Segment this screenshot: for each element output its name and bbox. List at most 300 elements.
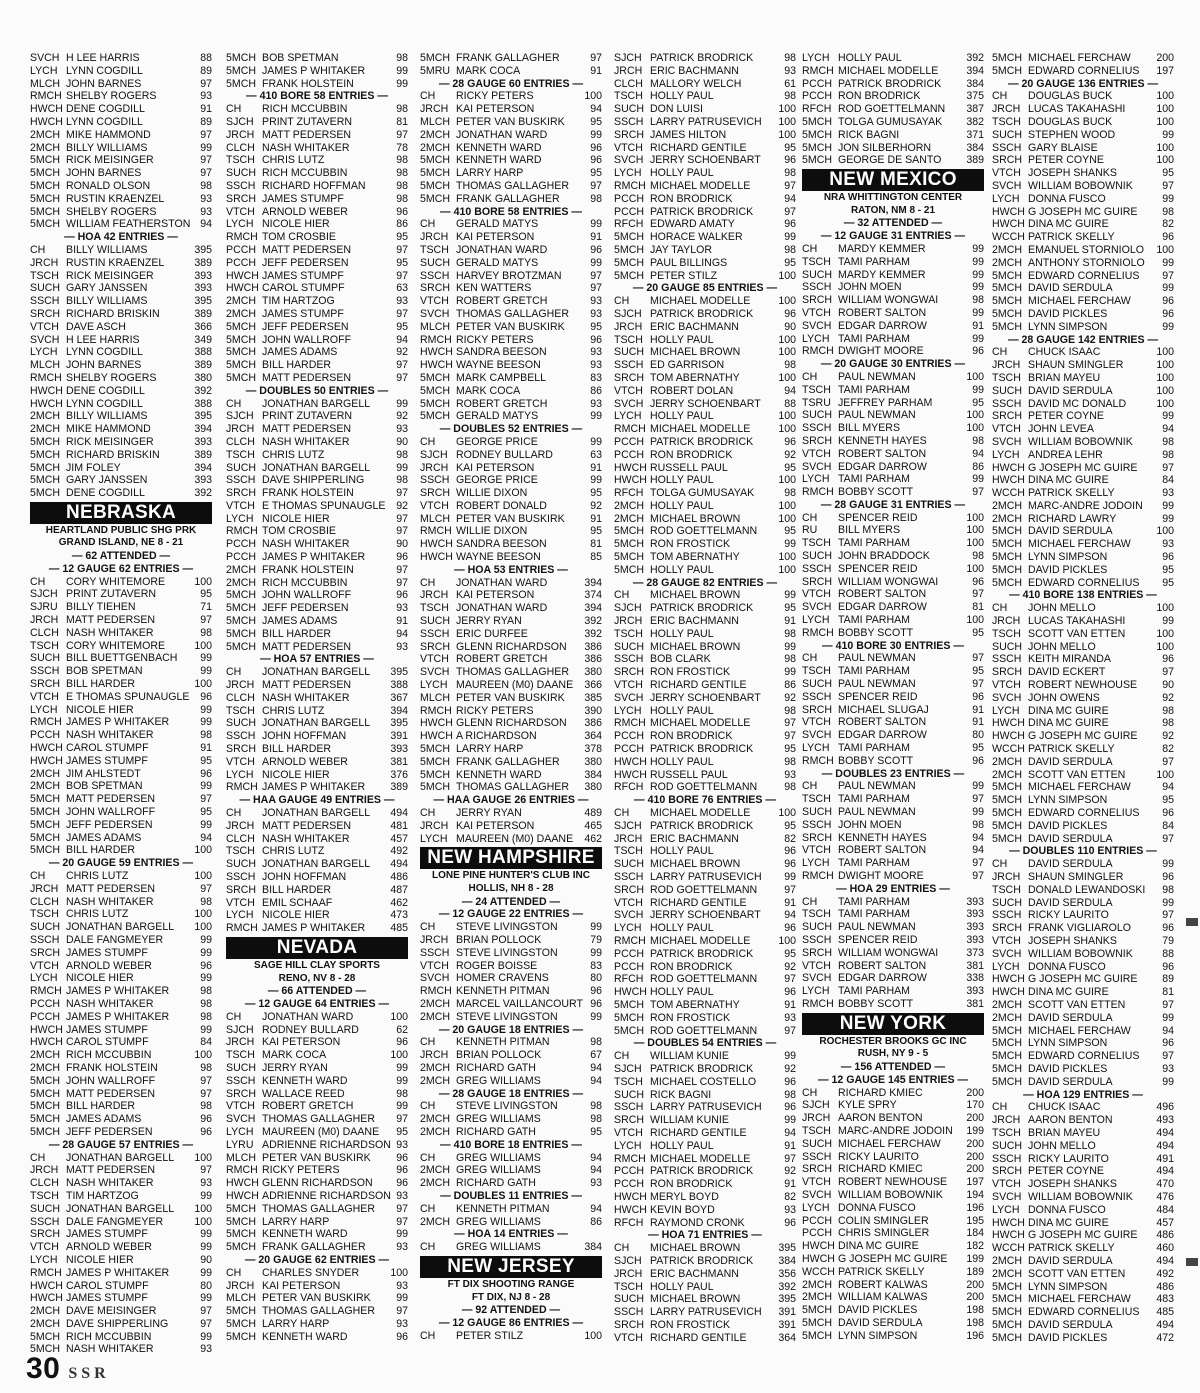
class-code: 5MCH [992,1037,1023,1050]
result-row [226,218,408,231]
shooter-name: DAVID SERDULA [1028,525,1113,538]
shooter-name: HOLLY PAUL [650,410,714,423]
shooter-name: SANDRA BEESON [456,538,547,551]
shooter-name: THOMAS GALLAGHER [456,781,570,794]
shooter-name: JERRY SCHOENBART [650,909,761,922]
score: 96 [784,218,796,231]
result-row [30,576,212,589]
score: 381 [390,755,408,768]
shooter-name: JAMES STUMPF [262,192,344,205]
class-code: SRCH [802,1163,833,1176]
shooter-name: RICH MCCUBBIN [262,576,348,589]
shooter-name: RICK BAGNI [838,128,900,141]
class-code: CLCH [30,1177,59,1190]
result-row [802,1112,984,1125]
score: 80 [590,972,602,985]
score: 97 [200,614,212,627]
class-code: 2MCH [614,512,645,525]
result-row [226,295,408,308]
shooter-name: FRANK GALLAGHER [262,1241,366,1254]
score: 100 [1156,115,1174,128]
shooter-name: EMIL SCHAAF [262,896,333,909]
shooter-name: ARNOLD WEBER [66,959,152,972]
score: 95 [396,231,408,244]
score: 95 [784,947,796,960]
class-code: CH [420,1241,436,1254]
result-row [226,897,408,910]
shooter-name: MICHAEL MODELLE [650,423,751,436]
event-heading: — 410 BORE 58 ENTRIES — [246,90,388,103]
class-code: CH [614,807,630,820]
result-row [226,1152,408,1165]
score: 200 [966,1278,984,1291]
class-code: LYCH [802,473,830,486]
result-row [992,756,1174,769]
shooter-name: BILL HARDER [66,678,136,691]
event-heading: — 410 BORE 76 ENTRIES — [634,794,776,807]
shooter-name: BOBBY SCOTT [838,626,914,639]
class-code: HWCH [992,717,1025,730]
score: 95 [972,742,984,755]
class-code: SVCH [614,154,644,167]
score: 94 [590,1202,602,1215]
result-row [992,922,1174,935]
result-row [802,1330,984,1343]
event-heading: — 28 GAUGE 57 ENTRIES — [48,1138,194,1151]
class-code: JRCH [30,882,59,895]
score: 393 [194,474,212,487]
class-code: SVCH [992,947,1022,960]
shooter-name: DAVID SERDULA [1028,755,1113,768]
result-row [30,985,212,998]
score: 371 [966,128,984,141]
shooter-name: RICH MCCUBBIN [262,167,348,180]
result-row [420,1241,602,1254]
class-code: RMCH [802,64,834,77]
result-row [420,615,602,628]
shooter-name: EDWARD CORNELIUS [1028,1306,1140,1319]
score: 98 [200,1100,212,1113]
shooter-name: LARRY PATRUSEVICH [650,1101,762,1114]
result-row [614,154,796,167]
score: 99 [590,128,602,141]
class-code: VTCH [614,1126,643,1139]
result-row [226,78,408,91]
result-row [802,1266,984,1279]
shooter-name: RICKY LAURITO [1028,909,1109,922]
class-code: 5MCH [614,243,645,256]
result-row [992,551,1174,564]
result-row [802,448,984,461]
result-row [30,206,212,219]
class-code: RMCH [30,371,62,384]
class-code: 5MCH [226,371,257,384]
result-row [802,896,984,909]
result-row [226,730,408,743]
class-code: CH [992,1101,1008,1114]
result-row [420,1152,602,1165]
class-code: SSCH [614,653,644,666]
result-row [614,474,796,487]
score: 96 [784,1075,796,1088]
event-heading: — HAA GAUGE 49 ENTRIES — [239,794,395,807]
class-code: RFCH [802,103,832,116]
class-code: 5MCH [992,781,1023,794]
class-code: HWCH [30,742,63,755]
score: 97 [396,1202,408,1215]
shooter-name: GREG WILLIAMS [456,1074,541,1087]
shooter-name: JOHN MOEN [838,281,902,294]
result-row [992,1037,1174,1050]
class-code: SRCH [802,946,833,959]
shooter-name: SANDRA BEESON [456,346,547,359]
event-heading: — 12 GAUGE 86 ENTRIES — [438,1316,584,1329]
score: 100 [1156,141,1174,154]
shooter-name: FRANK HOLSTEIN [262,563,354,576]
result-row [420,730,602,743]
result-row [802,601,984,614]
class-code: SRCH [226,192,257,205]
shooter-name: BRIAN POLLOCK [456,933,542,946]
score: 95 [784,602,796,615]
shooter-name: MATT PEDERSEN [262,243,352,256]
shooter-name: BILLY TIEHEN [66,601,136,614]
class-code: SVCH [614,691,644,704]
result-row [992,820,1174,833]
result-row [226,577,408,590]
class-code: CH [226,666,242,679]
result-row [30,870,212,883]
score: 93 [396,602,408,615]
score: 389 [194,256,212,269]
result-row [992,1153,1174,1166]
score: 94 [784,384,796,397]
class-code: 2MCH [420,1177,451,1190]
class-code: 5MCH [992,1075,1023,1088]
score: 394 [194,423,212,436]
score: 99 [200,716,212,729]
result-row [420,257,602,270]
result-row [420,154,602,167]
result-row [614,65,796,78]
shooter-name: JONATHAN WARD [456,576,548,589]
class-code: 5MCH [30,818,61,831]
class-code: RMCH [226,922,258,935]
class-code: 5MCH [420,371,451,384]
result-row [802,704,984,717]
result-row [30,1331,212,1344]
score: 95 [590,320,602,333]
result-row [420,934,602,947]
shooter-name: WILLIAM KUNIE [650,1114,729,1127]
magazine-name: SSR [68,1365,110,1382]
score: 384 [584,768,602,781]
class-code: SJCH [226,1023,254,1036]
class-code: SUCH [802,678,833,691]
score: 92 [396,410,408,423]
shooter-name: MALLORY WELCH [650,77,742,90]
class-code: VTCH [992,679,1021,692]
score: 95 [200,806,212,819]
class-code: JRCH [802,1112,831,1125]
score: 85 [590,551,602,564]
result-row [614,1025,796,1038]
class-code: 5MCH [614,563,645,576]
score: 99 [784,640,796,653]
shooter-name: RICKY PETERS [456,333,534,346]
class-code: SRCH [992,922,1023,935]
result-row [226,858,408,871]
result-row [614,1191,796,1204]
class-code: CLCH [226,435,255,448]
score: 394 [584,602,602,615]
score: 98 [972,550,984,563]
shooter-name: PETER VAN BUSKIRK [456,691,565,704]
class-code: SRCH [802,294,833,307]
shooter-name: JEFF PEDERSEN [262,256,349,269]
shooter-name: CHRIS SMINGLER [838,1227,930,1240]
result-row [226,1075,408,1088]
class-code: 5MCH [992,1062,1023,1075]
class-code: SSCH [420,474,450,487]
class-code: SRCH [30,307,61,320]
score: 473 [390,909,408,922]
class-code: LYCH [802,614,830,627]
result-row [30,282,212,295]
class-code: HWCH [614,461,647,474]
score: 99 [972,473,984,486]
result-row [802,129,984,142]
score: 91 [784,1178,796,1191]
shooter-name: RON BRODRICK [650,448,733,461]
shooter-name: JONATHAN WARD [456,128,548,141]
shooter-name: THOMAS GALLAGHER [456,179,570,192]
shooter-name: G JOSEPH MC GUIRE [1028,205,1138,218]
score: 96 [784,435,796,448]
shooter-name: NICOLE HIER [262,512,330,525]
shooter-name: JAMES P WHITAKER [262,781,366,794]
result-row [226,103,408,116]
class-code: RMCH [614,934,646,947]
result-row [420,436,602,449]
score: 93 [590,346,602,359]
score: 96 [590,141,602,154]
score: 81 [1162,986,1174,999]
result-row [614,423,796,436]
result-row [614,167,796,180]
class-code: JRCH [614,320,643,333]
class-code: 5MCH [226,640,257,653]
score: 93 [200,90,212,103]
shooter-name: FRANK HOLSTEIN [262,487,354,500]
class-code: SJCH [614,819,642,832]
club-info: FT DIX, NJ 8 - 28 [471,1291,551,1303]
shooter-name: ROBERT SALTON [838,844,927,857]
class-code: CH [226,1266,242,1279]
class-code: SSCH [992,653,1022,666]
class-code: JRCH [992,359,1021,372]
score: 94 [590,103,602,116]
class-code: SUCH [420,256,451,269]
class-code: HWCH [30,384,63,397]
score: 97 [396,128,408,141]
shooter-name: NICOLE HIER [262,909,330,922]
class-code: RMCH [802,754,834,767]
score: 98 [200,985,212,998]
score: 395 [194,295,212,308]
class-code: HWCH [614,768,647,781]
shooter-name: ERIC BACHMANN [650,320,739,333]
class-code: JRCH [992,615,1021,628]
shooter-name: TOLGA GUMUSAYAK [838,115,943,128]
shooter-name: DENE COGDILL [66,384,145,397]
class-code: 5MCH [992,832,1023,845]
class-code: LYRU [226,1138,254,1151]
shooter-name: JOSEPH SHANKS [1028,934,1117,947]
class-code: PCCH [226,256,257,269]
shooter-name: JOHN MELLO [1028,640,1096,653]
score: 100 [778,512,796,525]
crop-mark [1186,1258,1198,1266]
shooter-name: TAMI PARHAM [838,614,910,627]
class-code: HWCH [802,1252,835,1265]
shooter-name: PAUL NEWMAN [838,409,916,422]
score: 96 [396,1164,408,1177]
result-row [226,346,408,359]
result-row [420,487,602,500]
shooter-name: TAMI PARHAM [838,665,910,678]
score: 96 [972,575,984,588]
result-row [992,180,1174,193]
shooter-name: ROBERT GRETCH [456,653,548,666]
result-row [226,142,408,155]
result-row [420,1164,602,1177]
shooter-name: PATRICK BRODRICK [650,743,754,756]
shooter-name: JOHN OWENS [1028,691,1100,704]
shooter-name: LARRY HARP [262,1317,330,1330]
class-code: 2MCH [226,307,257,320]
shooter-name: TOLGA GUMUSAYAK [650,487,755,500]
class-code: RMCH [802,345,834,358]
shooter-name: MATT PEDERSEN [262,423,352,436]
result-row [992,602,1174,615]
result-row [614,103,796,116]
result-row [802,1087,984,1100]
class-code: LYCH [802,1201,830,1214]
event-heading: — DOUBLES 52 ENTRIES — [439,423,583,436]
score: 380 [194,371,212,384]
shooter-name: MAUREEN (M0) DAANE [456,679,574,692]
class-code: VTCH [802,844,831,857]
shooter-name: JAMES P WHITAKER [262,64,366,77]
shooter-name: MIKE HAMMOND [66,423,151,436]
result-row [30,449,212,462]
class-code: SJCH [614,1062,642,1075]
shooter-name: DENE COGDILL [66,487,145,500]
shooter-name: BILL MYERS [838,422,901,435]
score: 98 [1162,704,1174,717]
score: 393 [966,908,984,921]
score: 496 [1156,1101,1174,1114]
class-code: TSCH [992,115,1021,128]
result-row [992,90,1174,103]
score: 100 [194,678,212,691]
shooter-name: BRIAN MAYEU [1028,1126,1101,1139]
shooter-name: JONATHAN BARGELL [262,717,371,730]
result-row [614,218,796,231]
result-row [802,1125,984,1138]
class-code: SVCH [802,729,832,742]
result-row [226,692,408,705]
class-code: SRCH [614,666,645,679]
shooter-name: RON FROSTICK [650,1011,731,1024]
event-heading: — 12 GAUGE 31 ENTRIES — [820,230,966,243]
shooter-name: GERALD MATYS [456,410,539,423]
shooter-name: PETER STILZ [456,1329,524,1342]
result-row [420,628,602,641]
shooter-name: MICHAEL COSTELLO [650,1075,757,1088]
shooter-name: JONATHAN BARGELL [66,1202,175,1215]
class-code: PCCH [226,551,257,564]
shooter-name: PATRICK BRODRICK [650,819,754,832]
result-row [614,871,796,884]
result-row [802,934,984,947]
shooter-name: TOM CROSBIE [262,231,336,244]
score: 94 [590,1151,602,1164]
shooter-name: CAROL STUMPF [66,742,149,755]
score: 96 [396,1330,408,1343]
shooter-name: CHUCK ISAAC [1028,346,1101,359]
result-row [420,807,602,820]
result-row [992,487,1174,500]
result-row [226,1100,408,1113]
class-code: VTCH [420,653,449,666]
score: 93 [396,640,408,653]
score: 95 [784,141,796,154]
score: 100 [584,1329,602,1342]
result-row [420,1100,602,1113]
result-row [614,717,796,730]
result-row [420,244,602,257]
class-code: 2MCH [992,1267,1023,1280]
shooter-name: SHELBY ROGERS [66,371,157,384]
result-row [420,1126,602,1139]
result-row [802,793,984,806]
shooter-name: DWIGHT MOORE [838,870,924,882]
result-row [614,1281,796,1294]
shooter-name: DAVID ECKERT [1028,666,1106,679]
shooter-name: FRANK GALLAGHER [456,755,560,768]
shooter-name: NASH WHITAKER [66,1343,154,1356]
class-code: 5MCH [30,806,61,819]
score: 91 [590,64,602,77]
class-code: CH [420,90,436,103]
shooter-name: JERRY SCHOENBART [650,691,761,704]
class-code: 5MCH [420,781,451,794]
score: 97 [396,359,408,372]
shooter-name: JEFF PEDERSEN [66,1125,153,1138]
score: 99 [784,1114,796,1127]
class-code: TSCH [802,537,831,550]
shooter-name: PETER VAN BUSKIRK [262,1292,371,1305]
class-code: TSCH [226,845,255,858]
class-code: SUCH [30,921,61,934]
score: 86 [590,384,602,397]
results-column-1 [30,52,212,1356]
result-row [992,564,1174,577]
score: 96 [396,1151,408,1164]
result-row [226,1036,408,1049]
